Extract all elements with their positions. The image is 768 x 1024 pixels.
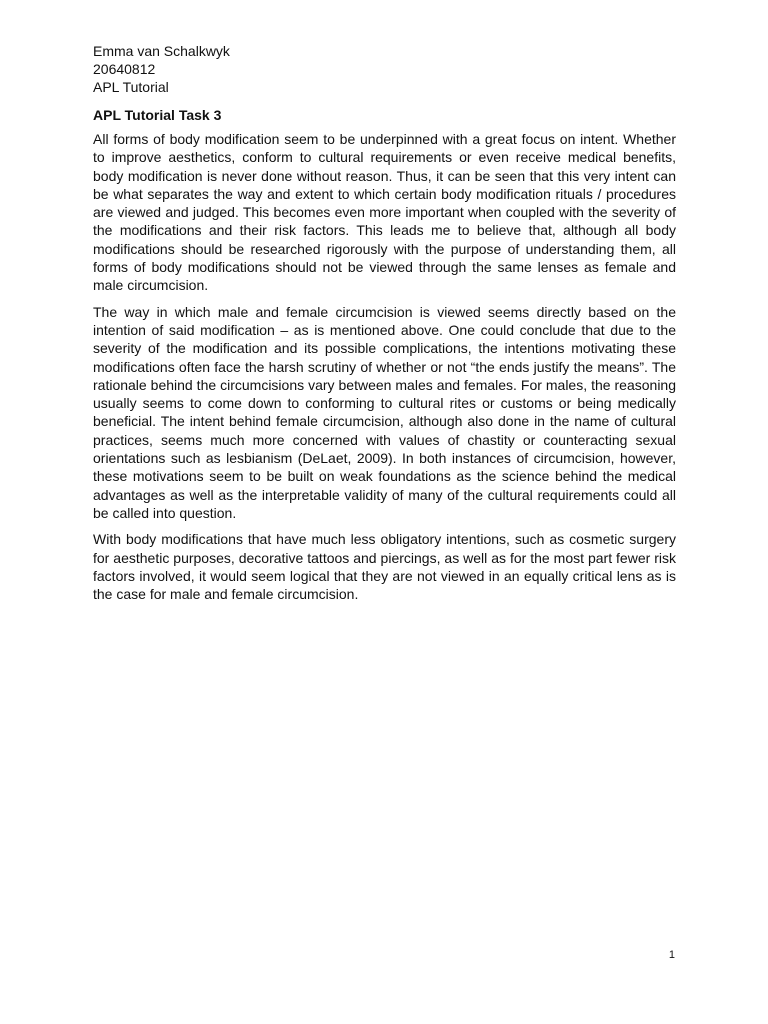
paragraph-2: The way in which male and female circumcision is viewed seems directly based on the intention of said modification – as is mentioned above. One could conclude that due to the severity of the modification and its possible complications, the intentions motivating these modifications often face the harsh scrutiny of whether or not “the ends justify the means”. The rationale behind the circumcisions vary between males and females. For males, the reasoning usually seems to come down to conforming to cultural rites or customs or being medically beneficial. The intent behind female circumcision, although also done in the name of cultural practices, seems much more concerned with values of chastity or counteracting sexual orientations such as lesbianism (DeLaet, 2009). In both instances of circumcision, however, these motivations seem to be built on weak foundations as the science behind the medical advantages as well as the interpretable validity of many of the cultural requirements could all be called into question. [93, 303, 676, 521]
student-number: 20640812 [93, 61, 156, 77]
author-name: Emma van Schalkwyk [93, 43, 230, 59]
course-name: APL Tutorial [93, 79, 169, 95]
page-number: 1 [668, 949, 675, 961]
paragraph-3: With body modifications that have much less obligatory intentions, such as cosmetic surgery for aesthetic purposes, decorative tattoos and piercings, as well as for the most part fewer risk factors involved, it would seem logical that they are not viewed in an equally critical lens as is the case for male and female circumcision. [93, 531, 676, 603]
document-body [93, 42, 676, 611]
paragraph-1: All forms of body modification seem to be underpinned with a great focus on intent. Whether to improve aesthetics, conform to cultural requirements or even receive medical benefits, body modification is never done without reason. Thus, it can be seen that this very intent can be what separates the way and extent to which certain body modification rituals / procedures are viewed and judged. This becomes even more important when coupled with the severity of the modifications and their risk factors. This leads me to believe that, although all body modifications should be researched rigorously with the purpose of understanding them, all forms of body modifications should not be viewed through the same lenses as female and male circumcision. [93, 131, 676, 294]
document-title: APL Tutorial Task 3 [93, 107, 222, 123]
